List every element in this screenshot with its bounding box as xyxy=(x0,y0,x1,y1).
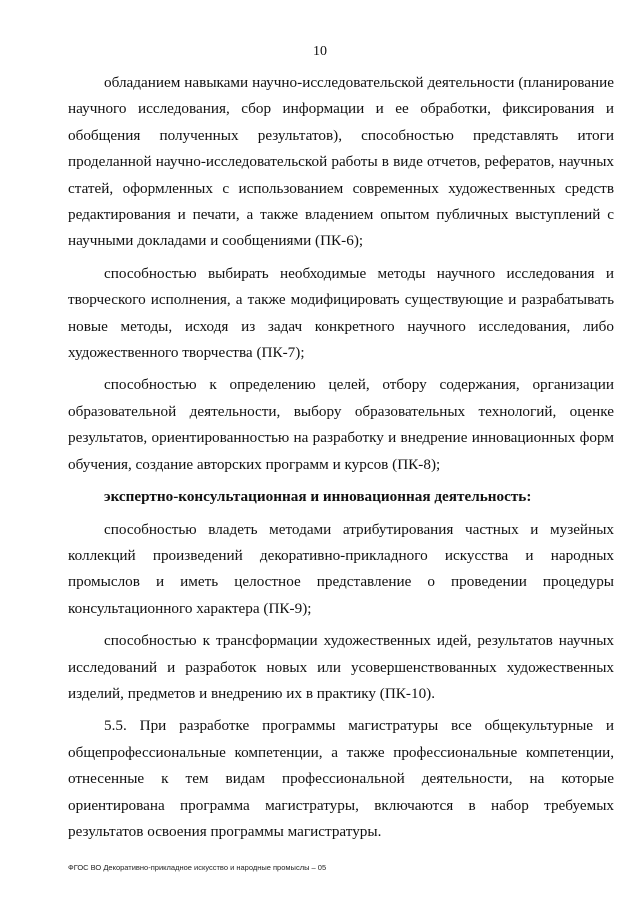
page-footer: ФГОС ВО Декоративно-прикладное искусство и народные промыслы – 05 xyxy=(68,863,327,872)
page-number: 10 xyxy=(313,44,327,59)
paragraph-pk7: способностью выбирать необходимые методы научного исследования и творческого исполнения, а также модифицировать существующие и разрабатывать новые методы, исходя из задач конкретного научного исследования, либо художественного творчества (ПК-7); xyxy=(68,264,614,362)
section-heading-expert: экспертно-консультационная и инновационная деятельность: xyxy=(104,488,532,506)
paragraph-pk8: способностью к определению целей, отбору содержания, организации образовательной деятельности, выбору образовательных технологий, оценке результатов, ориентированностью на разработку и внедрение инновационных форм обучения, создание авторских программ и курсов (ПК-8); xyxy=(68,376,614,473)
paragraph-pk9: способностью владеть методами атрибутирования частных и музейных коллекций произведений декоративно-прикладного искусства и народных промыслов и иметь целостное представление о проведении процедуры консультационного характера (ПК-9); xyxy=(68,520,614,617)
document-body xyxy=(68,70,614,851)
paragraph-pk10: способностью к трансформации художественных идей, результатов научных исследований и разработок новых или усовершенствованных художественных изделий, предметов и внедрению их в практику (ПК-10). xyxy=(68,632,614,702)
paragraph-5-5: 5.5. При разработке программы магистратуры все общекультурные и общепрофессиональные компетенции, а также профессиональные компетенции, отнесенные к тем видам профессиональной деятельности, на которые ориентирована программа магистратуры, включаются в набор требуемых результатов освоения программы магистратуры. xyxy=(68,717,614,840)
paragraph-pk6: обладанием навыками научно-исследовательской деятельности (планирование научного исследования, сбор информации и ее обработки, фиксирования и обобщения полученных результатов), способностью представлять итоги проделанной научно-исследовательской работы в виде отчетов, рефератов, научных статей, оформленных с использованием современных художественных средств редактирования и печати, а также владением опытом публичных выступлений с научными докладами и сообщениями (ПК-6); xyxy=(68,74,614,250)
